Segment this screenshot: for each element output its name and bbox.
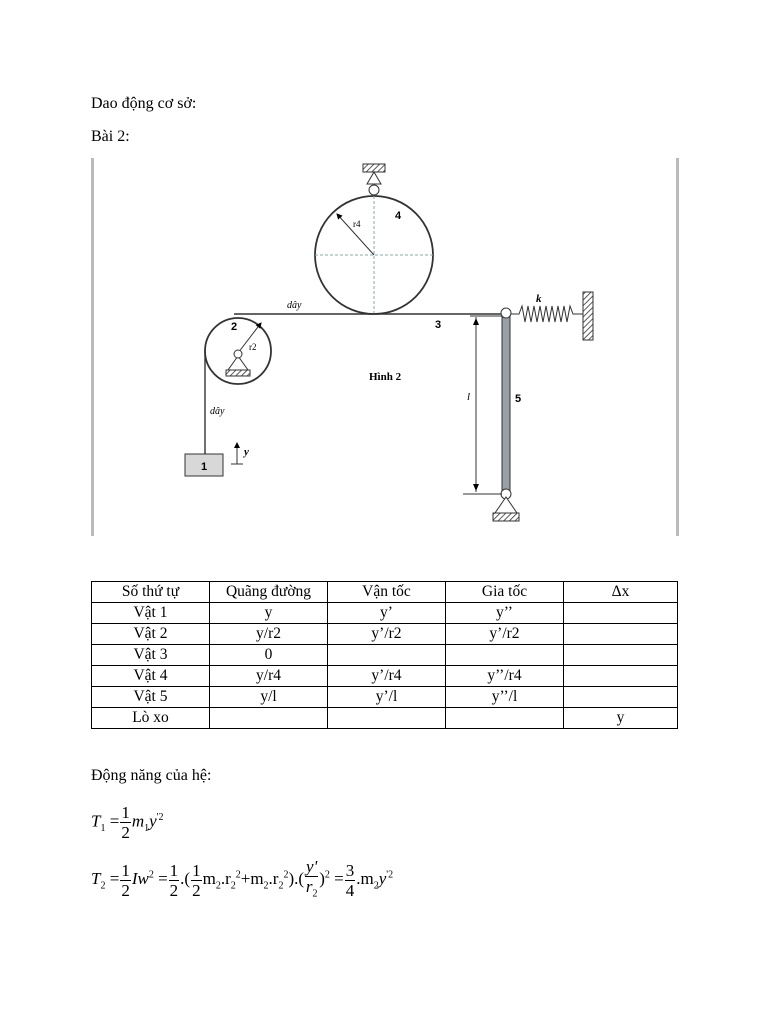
eq2-num1: 1 [121, 860, 130, 880]
label-day-top: dây [287, 300, 302, 311]
problem-title: Bài 2: [91, 128, 130, 145]
eq1-lhs-sub: 1 [100, 822, 106, 834]
eq1-equals: = [109, 811, 120, 831]
heading: Dao động cơ sở: [91, 95, 197, 112]
eq2-close: ).( [288, 869, 305, 889]
eq2-num4: 3 [345, 860, 355, 880]
label-caption: Hình 2 [369, 371, 402, 383]
bar-5-top-pin [501, 308, 511, 318]
table-cell: 0 [210, 645, 328, 666]
table-cell [564, 624, 678, 645]
table-cell: y/r4 [210, 666, 328, 687]
eq2-lhs-sub: 2 [100, 880, 106, 892]
equation-t2 [91, 857, 393, 903]
support-top [363, 164, 385, 172]
eq2-r2a-sup: 2 [235, 869, 241, 881]
spring [511, 306, 583, 322]
eq1-m: m [131, 811, 145, 831]
eq2-den2: 2 [169, 880, 179, 900]
eq2-equals-2: = [158, 869, 168, 889]
eq2-m-end-sub: 2 [373, 880, 379, 892]
support-top-triangle [367, 172, 381, 184]
table-cell [328, 708, 446, 729]
table-cell: Vật 4 [92, 666, 210, 687]
eq2-den1: 2 [121, 880, 130, 900]
eq2-plus: +m [240, 869, 264, 889]
table-header: Số thứ tự [92, 582, 210, 603]
figure-border-right [676, 158, 679, 536]
table-cell: Lò xo [92, 708, 210, 729]
eq2-m-end: .m [356, 869, 374, 889]
table-cell [328, 645, 446, 666]
figure-border-left [91, 158, 94, 536]
pin-top [369, 185, 379, 195]
eq2-r2b-sup: 2 [283, 869, 289, 881]
bar-5-ground [493, 513, 519, 521]
table-cell: y’/l [328, 687, 446, 708]
eq1-sup: '2 [156, 811, 164, 823]
eq2-yp: y' [306, 857, 318, 876]
eq2-lhs: T [91, 869, 101, 889]
bar-5 [502, 314, 510, 494]
table-cell: y/l [210, 687, 328, 708]
label-r4: r4 [353, 219, 361, 229]
table-cell [446, 708, 564, 729]
eq2-m2a: m [202, 869, 216, 889]
eq1-lhs: T [91, 811, 101, 831]
table-row [92, 687, 678, 708]
eq2-sup-w: 2 [148, 869, 154, 881]
table-cell: y’/r2 [446, 624, 564, 645]
eq2-r2c-sub: 2 [312, 888, 318, 900]
label-2: 2 [231, 321, 238, 333]
dim-l-arrow-top [473, 318, 479, 325]
eq2-r2a-sub: 2 [230, 880, 236, 892]
label-k: k [536, 293, 542, 305]
eq2-r2a: .r [220, 869, 231, 889]
eq2-dotparen: .( [180, 869, 191, 889]
table-row [92, 603, 678, 624]
table-cell: Vật 3 [92, 645, 210, 666]
eq2-r2c: r [305, 877, 313, 896]
eq2-sq-sup: 2 [324, 869, 330, 881]
eq2-den3: 2 [192, 880, 201, 900]
eq2-m2a-sub: 2 [215, 880, 221, 892]
table-cell [210, 708, 328, 729]
eq1-num: 1 [121, 803, 130, 822]
table-row [92, 645, 678, 666]
eq2-den4: 4 [345, 880, 355, 900]
wall-right [583, 292, 593, 340]
table-cell: y [564, 708, 678, 729]
eq2-sq: ) [319, 869, 325, 889]
kinematics-table [91, 581, 678, 729]
table-cell [564, 666, 678, 687]
table-cell: Vật 2 [92, 624, 210, 645]
kinetic-heading: Động năng của hệ: [91, 767, 212, 784]
eq2-num2: 1 [169, 860, 179, 880]
table-cell: y/r2 [210, 624, 328, 645]
figure [91, 158, 679, 536]
eq1-den: 2 [121, 823, 130, 842]
eq2-y-end: y [378, 869, 387, 889]
table-cell [564, 645, 678, 666]
table-cell: y [210, 603, 328, 624]
label-l: l [467, 391, 471, 403]
dim-l-arrow-bottom [473, 484, 479, 491]
table-cell: y’ [328, 603, 446, 624]
eq2-equals-3: = [334, 869, 344, 889]
table-header: Gia tốc [446, 582, 564, 603]
table-cell: Vật 5 [92, 687, 210, 708]
label-4: 4 [395, 210, 402, 222]
label-day-left: dây [210, 406, 225, 417]
table-cell [564, 687, 678, 708]
table-cell [564, 603, 678, 624]
table-row [92, 708, 678, 729]
table-header: Vận tốc [328, 582, 446, 603]
table-cell [446, 645, 564, 666]
disk-2-pin [234, 350, 242, 358]
eq2-iw: Iw [131, 869, 149, 889]
label-r2: r2 [249, 342, 257, 352]
table-cell: y’’ [446, 603, 564, 624]
table-cell: y’’/r4 [446, 666, 564, 687]
table-header-row [92, 582, 678, 603]
table-header: Δx [564, 582, 678, 603]
table-row [92, 624, 678, 645]
label-y: y [244, 446, 249, 458]
table-cell: y’/r4 [328, 666, 446, 687]
label-3: 3 [435, 319, 442, 331]
table-cell: y’/r2 [328, 624, 446, 645]
eq2-num3: 1 [192, 860, 201, 880]
table-cell: y’’/l [446, 687, 564, 708]
eq2-r2b: .r [268, 869, 279, 889]
disk-2-ground [226, 370, 250, 376]
eq2-equals: = [109, 869, 120, 889]
eq2-r2b-sub: 2 [278, 880, 284, 892]
eq1-y: y [149, 811, 157, 831]
eq2-m2b-sub: 2 [263, 880, 269, 892]
eq1-m-sub: 1 [144, 822, 150, 834]
label-5: 5 [515, 393, 522, 405]
eq2-y-end-sup: '2 [386, 869, 394, 881]
label-1: 1 [201, 461, 208, 473]
table-row [92, 666, 678, 687]
bar-5-support [495, 497, 517, 513]
equation-t1 [91, 803, 163, 842]
table-header: Quãng đường [210, 582, 328, 603]
table-cell: Vật 1 [92, 603, 210, 624]
